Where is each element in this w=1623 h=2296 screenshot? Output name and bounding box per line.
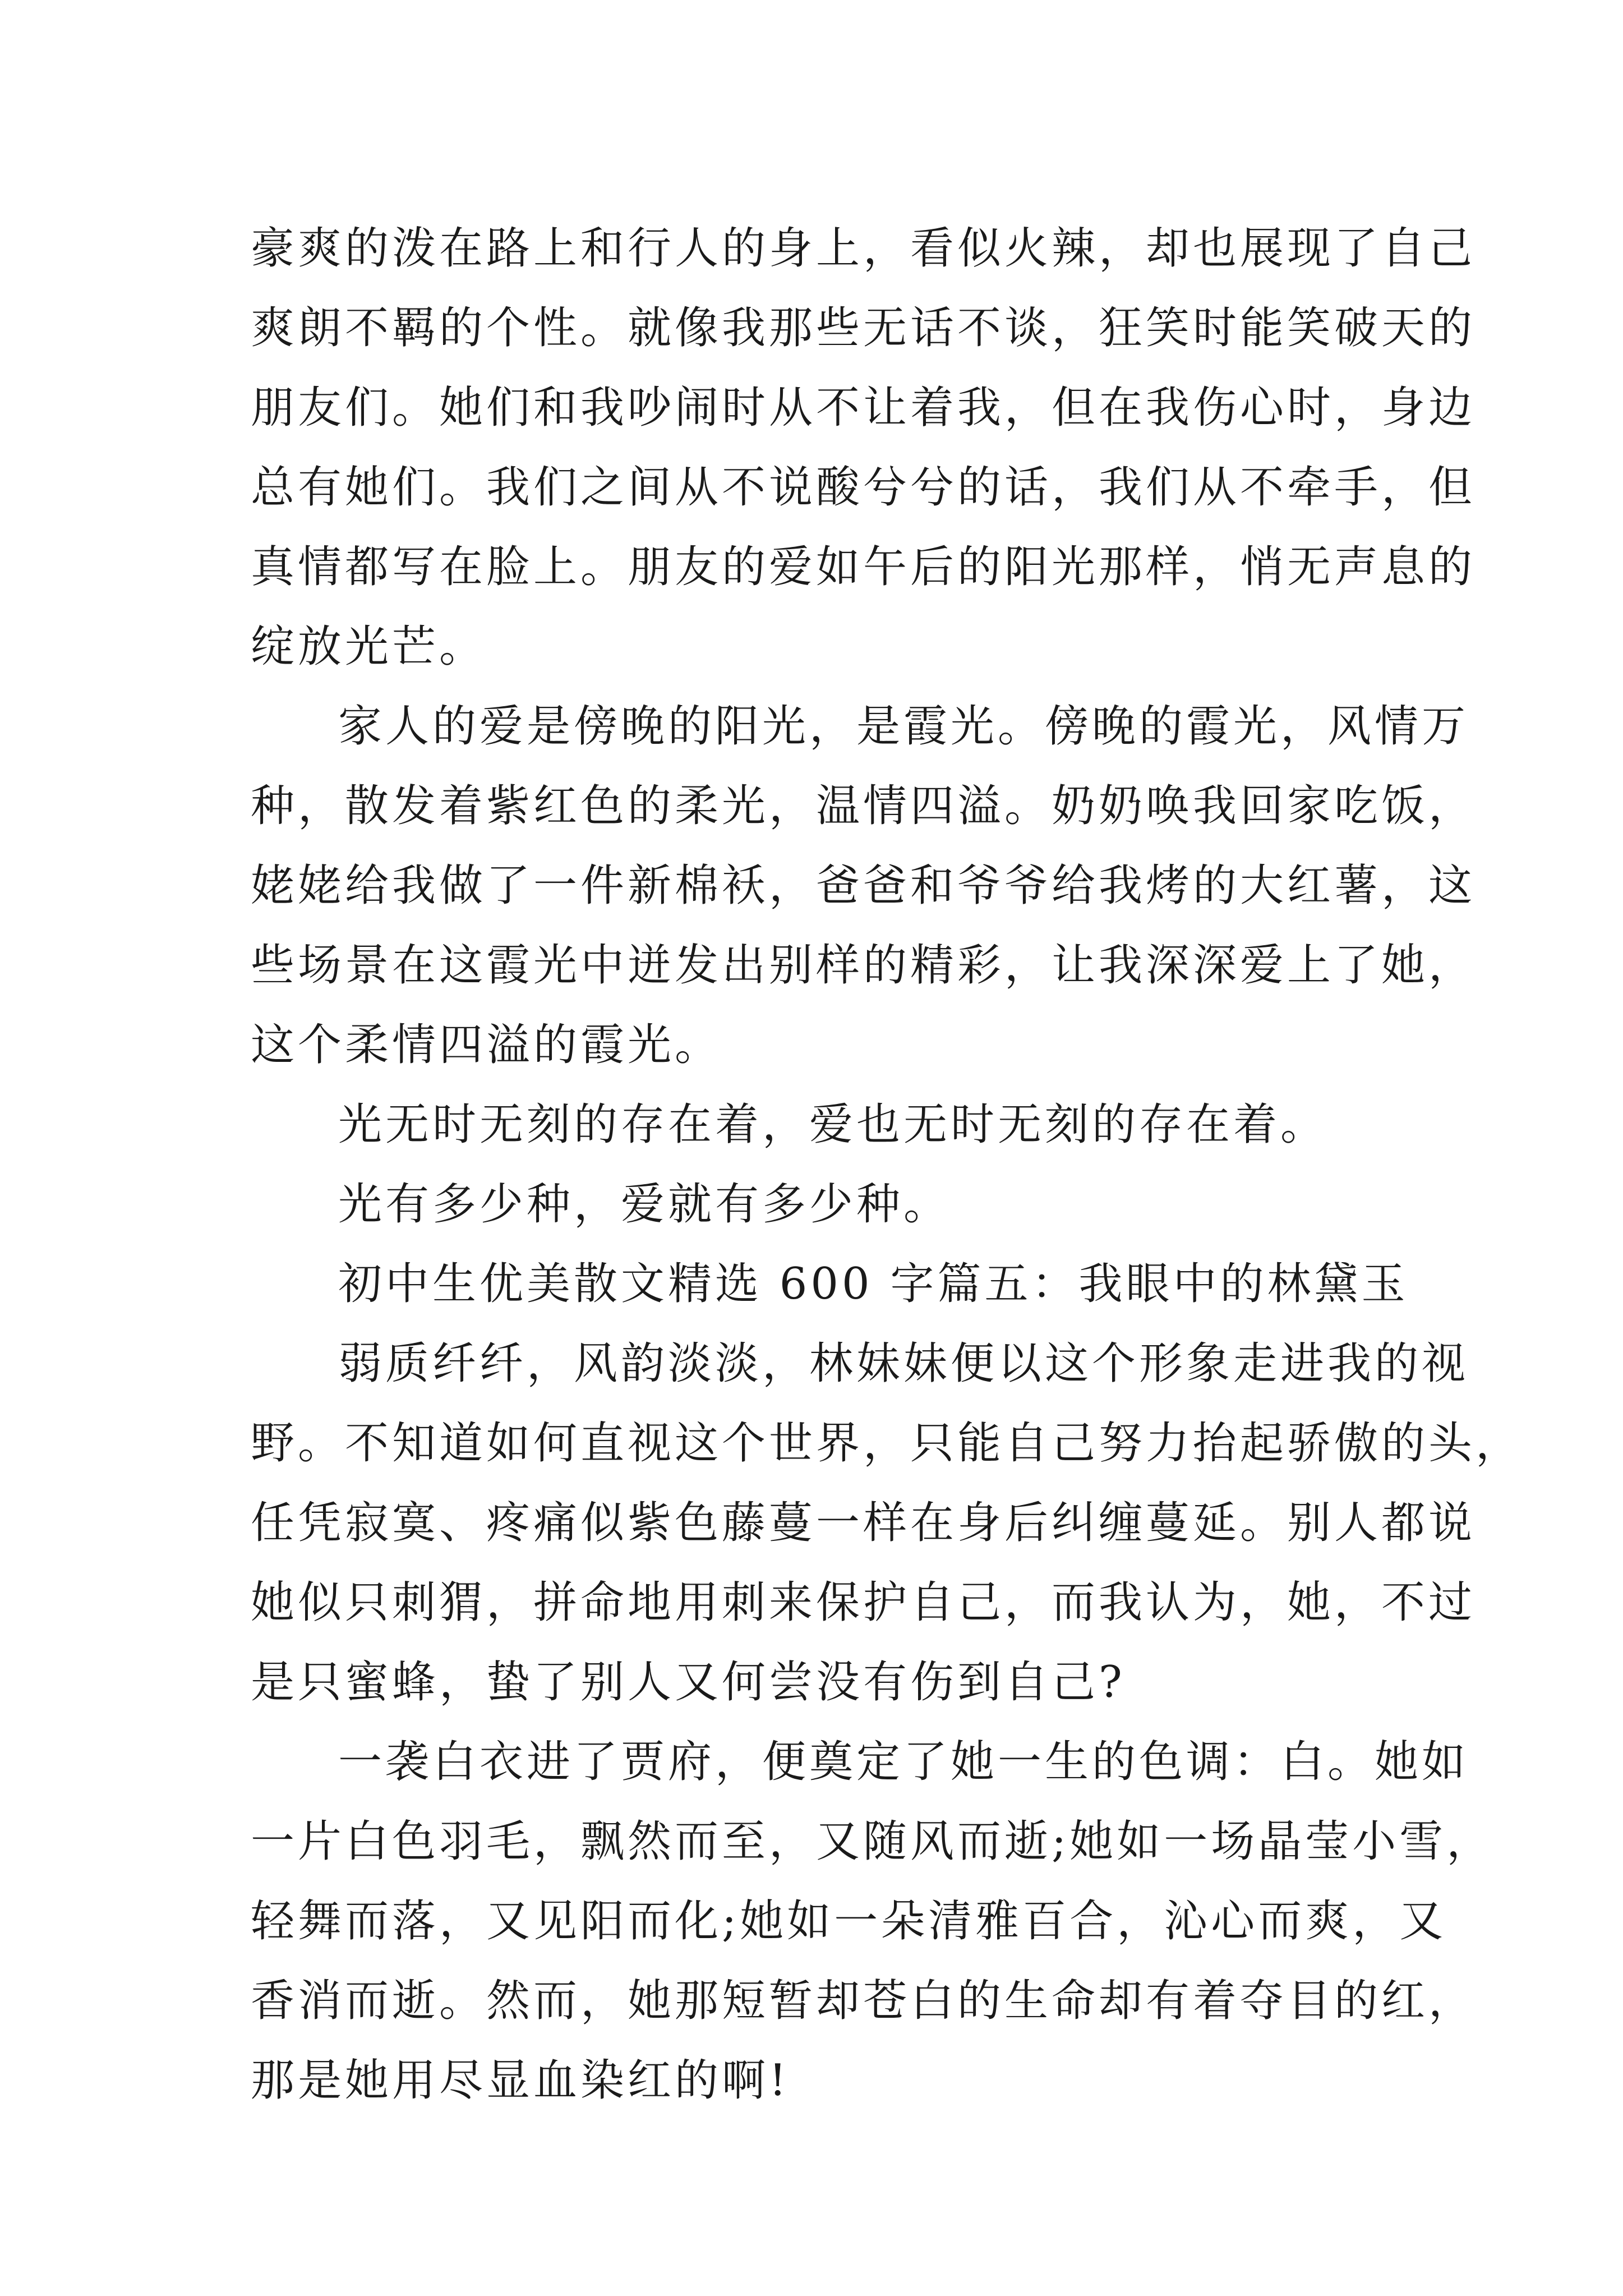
text-line: 弱质纤纤，风韵淡淡，林妹妹便以这个形象走进我的视 xyxy=(338,1338,1469,1389)
text-line: 一袭白衣进了贾府，便奠定了她一生的色调：白。她如 xyxy=(338,1737,1469,1787)
text-line: 光有多少种，爱就有多少种。 xyxy=(338,1179,951,1230)
text-line: 她似只刺猬，拼命地用刺来保护自己，而我认为，她，不过 xyxy=(251,1577,1476,1628)
text-line: 香消而逝。然而，她那短暂却苍白的生命却有着夺目的红， xyxy=(251,1976,1476,2026)
text-line: 家人的爱是傍晚的阳光，是霞光。傍晚的霞光，风情万 xyxy=(338,701,1469,752)
text-line: 那是她用尽显血染红的啊! xyxy=(251,2055,790,2106)
text-line: 种，散发着紫红色的柔光，温情四溢。奶奶唤我回家吃饭， xyxy=(251,781,1476,831)
text-line: 总有她们。我们之间从不说酸兮兮的话，我们从不牵手，但 xyxy=(251,462,1476,513)
section-heading: 初中生优美散文精选 600 字篇五：我眼中的林黛玉 xyxy=(338,1259,1409,1309)
text-line: 是只蜜蜂，蛰了别人又何尝没有伤到自己? xyxy=(251,1657,1126,1708)
text-line: 些场景在这霞光中迸发出别样的精彩，让我深深爱上了她， xyxy=(251,940,1476,991)
text-line: 朋友们。她们和我吵闹时从不让着我，但在我伤心时，身边 xyxy=(251,383,1476,433)
text-line: 绽放光芒。 xyxy=(251,622,487,672)
text-line: 姥姥给我做了一件新棉袄，爸爸和爷爷给我烤的大红薯，这 xyxy=(251,861,1476,911)
text-line: 光无时无刻的存在着，爱也无时无刻的存在着。 xyxy=(338,1099,1328,1150)
text-line: 任凭寂寞、疼痛似紫色藤蔓一样在身后纠缠蔓延。别人都说 xyxy=(251,1498,1476,1548)
text-line: 豪爽的泼在路上和行人的身上，看似火辣，却也展现了自己 xyxy=(251,223,1476,274)
text-line: 爽朗不羁的个性。就像我那些无话不谈，狂笑时能笑破天的 xyxy=(251,303,1476,353)
text-line: 这个柔情四溢的霞光。 xyxy=(251,1020,722,1070)
body-text xyxy=(251,209,1523,2120)
text-line: 轻舞而落，又见阳而化;她如一朵清雅百合，沁心而爽，又 xyxy=(251,1896,1447,1947)
text-line: 一片白色羽毛，飘然而至，又随风而逝;她如一场晶莹小雪， xyxy=(251,1816,1494,1867)
text-line: 真情都写在脸上。朋友的爱如午后的阳光那样，悄无声息的 xyxy=(251,542,1476,592)
text-line: 野。不知道如何直视这个世界，只能自己努力抬起骄傲的头， xyxy=(251,1418,1523,1469)
